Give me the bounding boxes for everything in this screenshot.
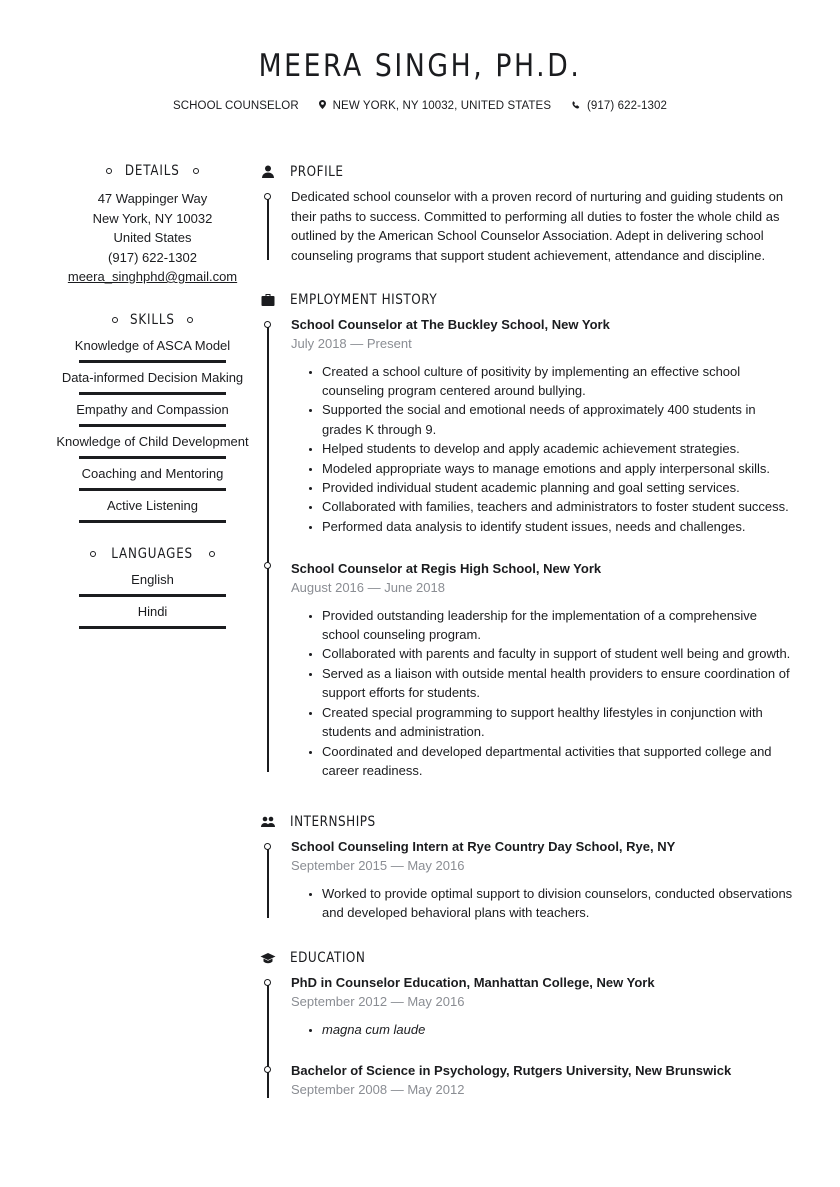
- timeline-node: [264, 562, 271, 569]
- skill-item: Knowledge of Child Development: [50, 427, 255, 459]
- education-entry: [258, 973, 798, 1039]
- email-link[interactable]: meera_singhphd@gmail.com: [67, 269, 238, 284]
- timeline-node: [264, 1066, 271, 1073]
- employment-entry: [258, 559, 798, 780]
- entry-dates: August 2016 — June 2018: [291, 580, 445, 596]
- section-title: EDUCATION: [290, 950, 366, 966]
- language-item: English: [50, 565, 255, 597]
- entry-bullets: Provided outstanding leadership for the implementation of a comprehensive school counseling program. Collaborated with parents and faculty in support of student well being and growth. Served as a liaison with outside mental health providers to ensure coordination of support efforts for students. Created special programming to support healthy lifestyles in conjunction with students and administration. Coordinated and developed departmental activities that supported college and career readiness.: [258, 606, 798, 781]
- entry-title: School Counselor at Regis High School, New York: [291, 561, 602, 577]
- timeline-line: [267, 848, 269, 918]
- entry-title: School Counselor at The Buckley School, New York: [291, 317, 610, 332]
- entry-dates: September 2015 — May 2016: [291, 858, 465, 873]
- education-entry: [258, 1061, 798, 1100]
- skill-item: Coaching and Mentoring: [50, 459, 255, 491]
- skill-item: Active Listening: [50, 491, 255, 523]
- language-item: Hindi: [50, 597, 255, 629]
- entry-title: School Counseling Intern at Rye Country Day School, Rye, NY: [291, 839, 676, 854]
- entry-bullets: Created a school culture of positivity by implementing an effective school counseling program centered around bullying. Supported the social and emotional needs of approximately 400 students in grades K through 9. Helped students to develop and apply academic achievement strategies. Modeled appropriate ways to manage emotions and apply interpersonal skills. Provided individual student academic planning and goal setting services. Collaborated with families, teachers and administrators to foster student success. Performed data analysis to identify student issues, needs and challenges.: [258, 362, 798, 537]
- circle-icon: [112, 317, 118, 323]
- timeline-line: [267, 326, 269, 772]
- candidate-name: MEERA SINGH, PH.D.: [258, 48, 582, 84]
- main-content: [258, 160, 798, 1099]
- entry-dates: September 2012 — May 2016: [291, 994, 465, 1009]
- entry-bullets: magna cum laude: [258, 1020, 798, 1039]
- address-line1: 47 Wappinger Way: [97, 191, 208, 206]
- entry-dates: September 2008 — May 2012: [291, 1081, 465, 1097]
- employment-entry: [258, 315, 798, 536]
- circle-icon: [106, 168, 112, 174]
- timeline-node: [264, 979, 271, 986]
- entry-title: PhD in Counselor Education, Manhattan College, New York: [291, 975, 655, 990]
- entry-title: Bachelor of Science in Psychology, Rutgers University, New Brunswick: [291, 1062, 732, 1078]
- languages-section: [50, 543, 255, 629]
- circle-icon: [193, 168, 199, 174]
- header-contact-line: [0, 100, 840, 112]
- profile-section: [258, 160, 798, 288]
- map-pin-icon: [319, 100, 329, 112]
- employment-section: [258, 288, 798, 810]
- timeline-line: [267, 198, 269, 260]
- timeline-node: [264, 321, 271, 328]
- skills-heading: SKILLS: [50, 309, 255, 331]
- job-title: SCHOOL COUNSELOR: [172, 100, 299, 112]
- entry-dates: July 2018 — Present: [291, 336, 412, 351]
- circle-icon: [90, 551, 96, 557]
- skill-item: Empathy and Compassion: [50, 395, 255, 427]
- internships-section: [258, 810, 798, 946]
- skill-level-bar: [79, 520, 226, 523]
- phone-icon: [572, 100, 584, 112]
- phone: (917) 622-1302: [108, 249, 197, 265]
- skill-item: Knowledge of ASCA Model: [50, 331, 255, 363]
- timeline-node: [264, 193, 271, 200]
- section-title: INTERNSHIPS: [290, 814, 376, 830]
- header-location: NEW YORK, NY 10032, UNITED STATES: [332, 100, 552, 112]
- education-section: [258, 946, 798, 1099]
- section-title: PROFILE: [290, 164, 344, 180]
- section-title: EMPLOYMENT HISTORY: [290, 292, 438, 308]
- profile-text: Dedicated school counselor with a proven record of nurturing and guiding students on their paths to success. Committed to performing all duties to foster the whole child as outlined by the American School Counselor Association. Adept in delivering school counseling programs that support student achievement, attendance and discipline.: [291, 189, 784, 263]
- skills-section: [50, 309, 255, 523]
- timeline-line: [267, 984, 269, 1098]
- circle-icon: [209, 551, 215, 557]
- circle-icon: [187, 317, 193, 323]
- languages-heading: LANGUAGES: [50, 543, 255, 565]
- sidebar: [50, 160, 255, 629]
- skill-item: Data-informed Decision Making: [50, 363, 255, 395]
- entry-bullets: Worked to provide optimal support to division counselors, conducted observations and developed behavioral plans with teachers.: [258, 884, 798, 923]
- address-line2: New York, NY 10032: [92, 210, 213, 226]
- timeline-node: [264, 843, 271, 850]
- language-level-bar: [79, 626, 226, 629]
- details-section: [50, 160, 255, 287]
- internship-entry: [258, 837, 798, 922]
- details-heading: DETAILS: [50, 160, 255, 182]
- header-phone: (917) 622-1302: [586, 100, 668, 112]
- country: United States: [113, 230, 192, 245]
